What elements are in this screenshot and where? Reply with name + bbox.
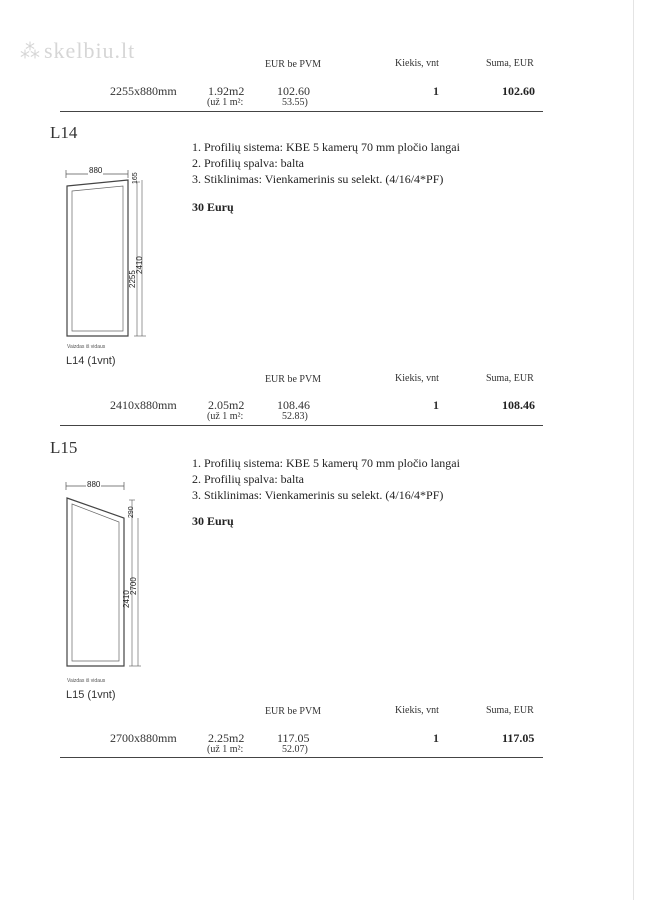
dims-value: 2700x880mm xyxy=(110,731,177,745)
price-header: EUR be PVM xyxy=(264,59,322,70)
sum-header: Suma, EUR xyxy=(486,705,534,716)
drawing-width-label: 880 xyxy=(87,480,101,489)
drawing-top-label: 165 xyxy=(132,172,139,184)
sum-value: 102.60 xyxy=(502,84,535,98)
offer-price: 30 Eurų xyxy=(192,514,234,528)
spec-item: 1. Profilių sistema: KBE 5 kamerų 70 mm pločio langai xyxy=(192,456,460,470)
drawing-width-label: 880 xyxy=(89,166,103,175)
spec-item: 1. Profilių sistema: KBE 5 kamerų 70 mm pločio langai xyxy=(192,140,460,154)
sum-value: 108.46 xyxy=(502,398,535,412)
drawing-view-note: Vaizdas iš vidaus xyxy=(67,344,106,350)
sum-header: Suma, EUR xyxy=(486,58,534,69)
price-header: EUR be PVM xyxy=(264,374,322,385)
drawing-height-label-2: 2410 xyxy=(135,256,144,274)
per-m2-value: 52.83) xyxy=(282,411,308,422)
drawing-view-note: Vaizdas iš vidaus xyxy=(67,678,106,684)
per-m2-label: (už 1 m²: xyxy=(207,97,244,108)
qty-header: Kiekis, vnt xyxy=(395,58,439,69)
price-header: EUR be PVM xyxy=(264,706,322,717)
qty-value: 1 xyxy=(433,398,439,412)
spec-list xyxy=(192,455,460,503)
section-divider xyxy=(60,757,543,758)
price-value: 108.46 xyxy=(277,398,310,412)
spec-item: 3. Stiklinimas: Vienkamerinis su selekt. (4/16/4*PF) xyxy=(192,488,444,502)
section-divider xyxy=(60,111,543,112)
dims-value: 2255x880mm xyxy=(110,84,177,98)
offer-price: 30 Eurų xyxy=(192,200,234,214)
qty-header: Kiekis, vnt xyxy=(395,373,439,384)
drawing-height-label-1: 2255 xyxy=(128,270,137,288)
sum-value: 117.05 xyxy=(502,731,535,745)
qty-value: 1 xyxy=(433,731,439,745)
page-edge-line xyxy=(633,0,634,900)
sum-header: Suma, EUR xyxy=(486,373,534,384)
drawing-height-label-1: 2410 xyxy=(122,590,131,608)
price-value: 117.05 xyxy=(277,731,310,745)
qty-value: 1 xyxy=(433,84,439,98)
section-code: L15 xyxy=(50,438,78,457)
area-value: 2.05m2 xyxy=(208,398,245,412)
area-value: 2.25m2 xyxy=(208,731,245,745)
section-code: L14 xyxy=(50,123,78,142)
watermark-logo-icon: ⁂ xyxy=(20,41,40,63)
dims-value: 2410x880mm xyxy=(110,398,177,412)
per-m2-value: 52.07) xyxy=(282,744,308,755)
drawing-height-label-2: 2700 xyxy=(129,577,138,595)
area-value: 1.92m2 xyxy=(208,84,245,98)
price-value: 102.60 xyxy=(277,84,310,98)
per-m2-value: 53.55) xyxy=(282,97,308,108)
spec-item: 2. Profilių spalva: balta xyxy=(192,472,304,486)
window-drawing xyxy=(58,478,158,678)
drawing-caption: L15 (1vnt) xyxy=(66,689,116,701)
per-m2-label: (už 1 m²: xyxy=(207,411,244,422)
watermark xyxy=(20,38,135,64)
drawing-top-label: 290 xyxy=(128,506,135,518)
drawing-caption: L14 (1vnt) xyxy=(66,355,116,367)
per-m2-label: (už 1 m²: xyxy=(207,744,244,755)
watermark-text: skelbiu.lt xyxy=(44,38,136,63)
qty-header: Kiekis, vnt xyxy=(395,705,439,716)
spec-item: 3. Stiklinimas: Vienkamerinis su selekt. (4/16/4*PF) xyxy=(192,172,444,186)
section-divider xyxy=(60,425,543,426)
spec-item: 2. Profilių spalva: balta xyxy=(192,156,304,170)
spec-list xyxy=(192,139,460,187)
